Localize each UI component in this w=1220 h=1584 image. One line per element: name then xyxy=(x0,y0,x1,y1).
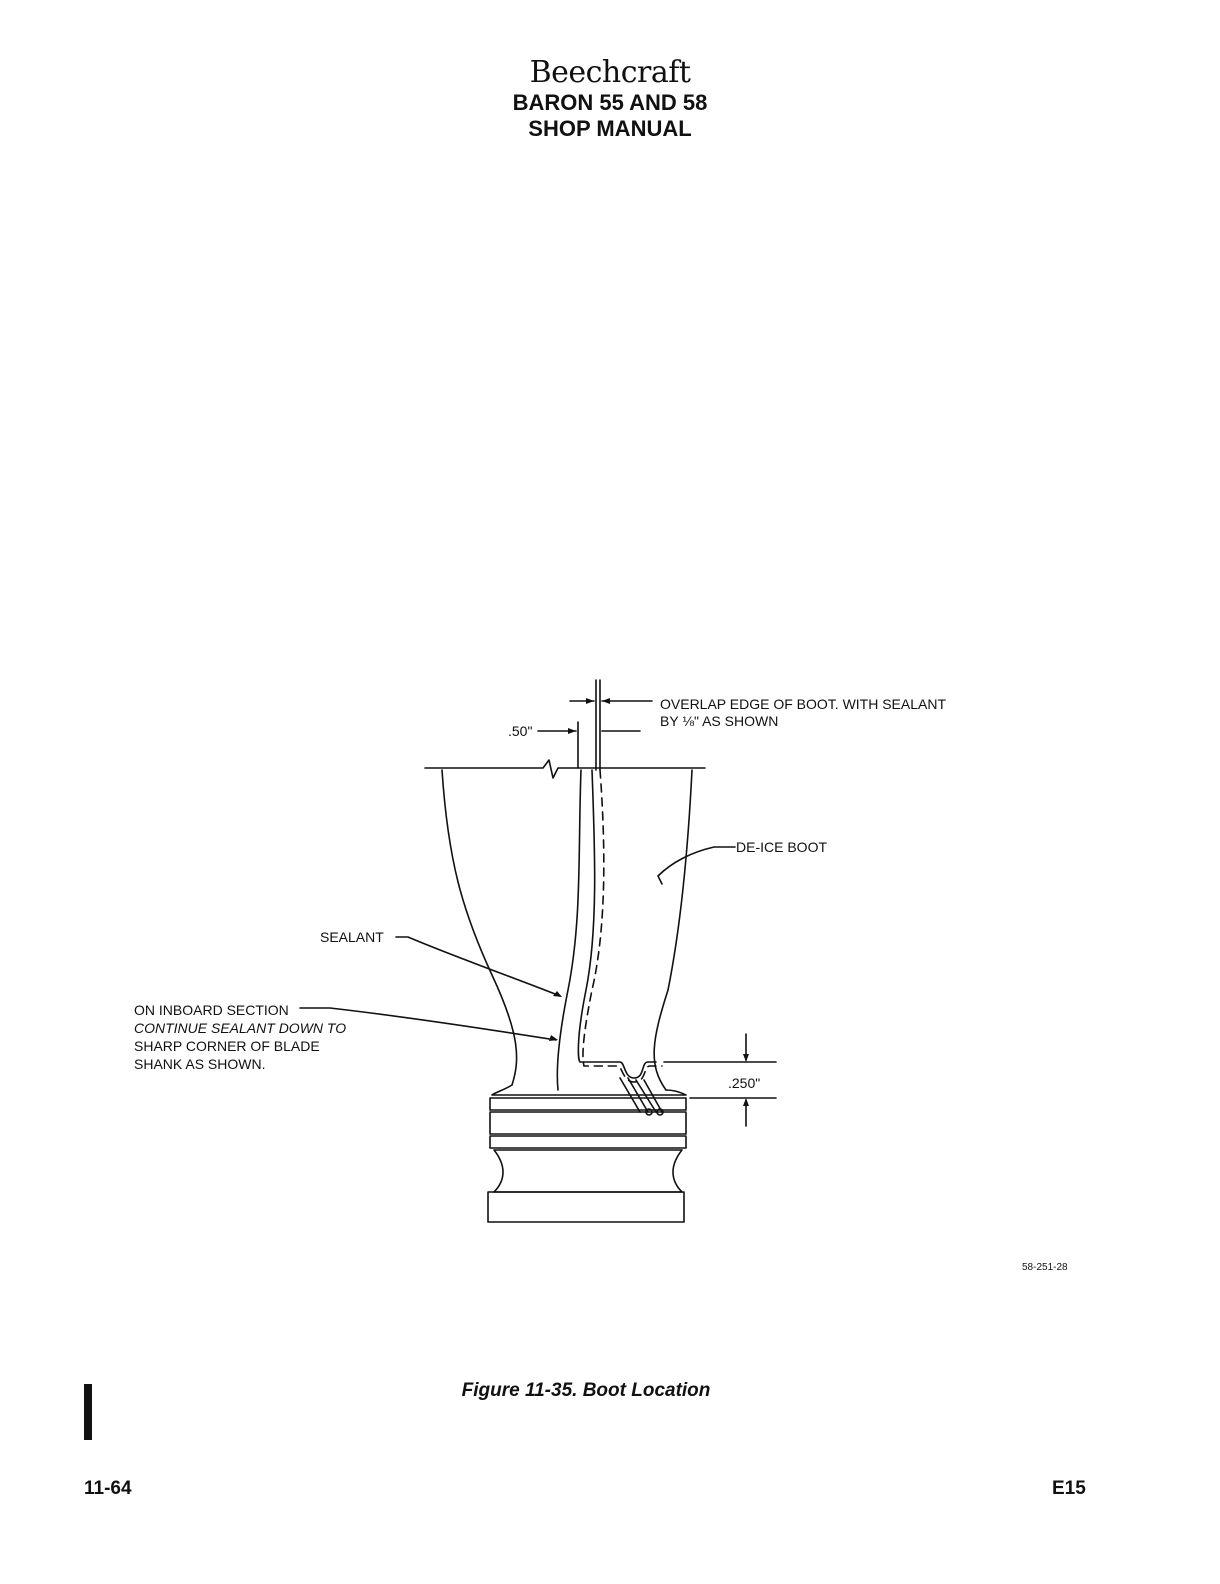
collar-ring-3 xyxy=(490,1136,686,1148)
manual-title-line1: BARON 55 AND 58 xyxy=(512,90,708,115)
beechcraft-logo: Beechcraft xyxy=(529,55,691,90)
dimension-250-label: .250" xyxy=(728,1075,761,1091)
inboard-callout-line1: ON INBOARD SECTION xyxy=(134,1002,289,1018)
dimension-50-label: .50" xyxy=(508,723,533,739)
blade-break-line xyxy=(425,760,705,778)
inboard-callout-line3: SHARP CORNER OF BLADE xyxy=(134,1038,320,1054)
page-number: 11-64 xyxy=(84,1478,132,1499)
sealant-callout: SEALANT xyxy=(320,929,384,945)
shank-flare xyxy=(492,1085,686,1095)
deice-boot-callout: DE-ICE BOOT xyxy=(736,839,828,855)
overlap-callout-line1: OVERLAP EDGE OF BOOT. WITH SEALANT xyxy=(660,696,947,712)
dim50-arrowhead xyxy=(568,728,576,734)
inboard-arrowhead xyxy=(549,1035,558,1041)
inboard-callout-line4: SHANK AS SHOWN. xyxy=(134,1056,266,1072)
shank-base xyxy=(488,1192,684,1222)
inboard-callout-line2: CONTINUE SEALANT DOWN TO xyxy=(134,1020,347,1036)
deice-boot-leader xyxy=(658,847,735,884)
overlap-arrowhead-left xyxy=(586,698,594,704)
sealant-dashed-line xyxy=(583,770,662,1082)
blade-leading-edge-line xyxy=(557,770,581,1090)
shank-neck xyxy=(494,1150,682,1192)
dim250-arrowhead-bottom xyxy=(743,1098,749,1106)
overlap-arrowhead-right xyxy=(602,698,610,704)
blade-left-outline xyxy=(442,770,517,1085)
figure-caption: Figure 11-35. Boot Location xyxy=(461,1380,711,1401)
manual-title-line2: SHOP MANUAL xyxy=(528,116,692,141)
figure-number: 58-251-28 xyxy=(1022,1262,1068,1273)
collar-ring-2 xyxy=(490,1112,686,1134)
dim250-arrowhead-top xyxy=(743,1054,749,1062)
sealant-leader xyxy=(396,937,560,996)
page-code: E15 xyxy=(1052,1478,1086,1499)
overlap-callout-line2: BY ⅛" AS SHOWN xyxy=(660,713,779,729)
blade-right-outline xyxy=(654,770,692,1090)
boot-edge-line xyxy=(578,770,656,1078)
revision-change-bar xyxy=(84,1384,92,1440)
